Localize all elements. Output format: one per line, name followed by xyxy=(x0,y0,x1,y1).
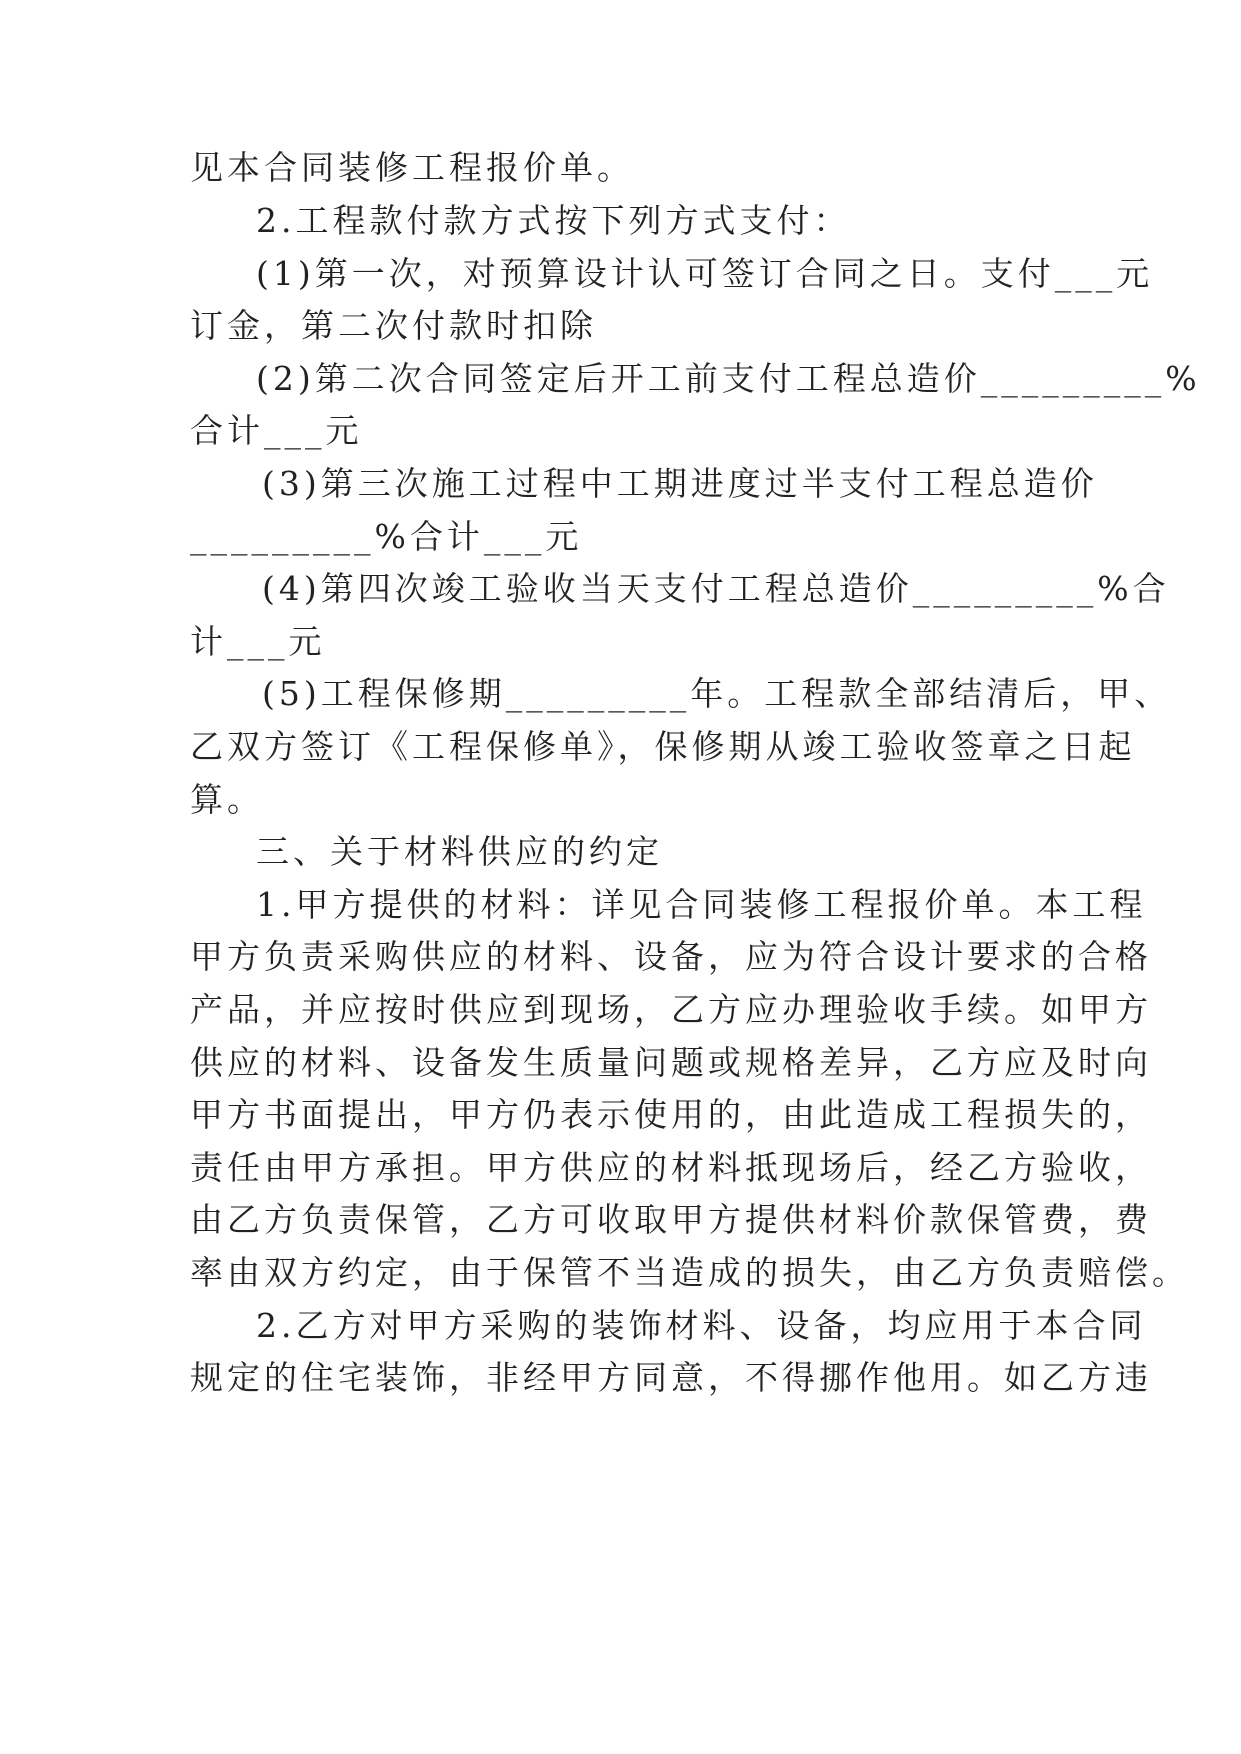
text-line: _________%合计___元 xyxy=(190,517,583,556)
text-line: 2.乙方对甲方采购的装饰材料、设备，均应用于本合同 xyxy=(256,1306,1147,1345)
text-line: 供应的材料、设备发生质量问题或规格差异，乙方应及时向 xyxy=(190,1043,1152,1082)
text-line: 计___元 xyxy=(190,622,326,661)
text-line: 甲方书面提出，甲方仍表示使用的，由此造成工程损失的， xyxy=(190,1095,1152,1134)
text-line: 合计___元 xyxy=(190,411,363,450)
section-heading: 三、关于材料供应的约定 xyxy=(256,832,663,871)
text-line: (3)第三次施工过程中工期进度过半支付工程总造价 xyxy=(262,464,1098,503)
text-line: 乙双方签订《工程保修单》，保修期从竣工验收签章之日起 xyxy=(190,727,1136,766)
text-line: 2.工程款付款方式按下列方式支付： xyxy=(256,201,851,240)
text-line: 订金，第二次付款时扣除 xyxy=(190,306,597,345)
text-line: 算。 xyxy=(190,780,264,819)
text-line: 见本合同装修工程报价单。 xyxy=(190,148,634,187)
text-line: (1)第一次，对预算设计认可签订合同之日。支付___元 xyxy=(256,254,1154,293)
text-line: 率由双方约定，由于保管不当造成的损失，由乙方负责赔偿。 xyxy=(190,1253,1189,1292)
text-line: 由乙方负责保管，乙方可收取甲方提供材料价款保管费，费 xyxy=(190,1200,1152,1239)
text-line: 产品，并应按时供应到现场，乙方应办理验收手续。如甲方 xyxy=(190,990,1152,1029)
text-line: 甲方负责采购供应的材料、设备，应为符合设计要求的合格 xyxy=(190,937,1152,976)
text-line: 规定的住宅装饰，非经甲方同意，不得挪作他用。如乙方违 xyxy=(190,1358,1152,1397)
text-line: (5)工程保修期_________年。工程款全部结清后，甲、 xyxy=(262,674,1172,713)
text-line: 责任由甲方承担。甲方供应的材料抵现场后，经乙方验收， xyxy=(190,1148,1152,1187)
text-line: (4)第四次竣工验收当天支付工程总造价_________%合 xyxy=(262,569,1170,608)
text-line: (2)第二次合同签定后开工前支付工程总造价_________% xyxy=(256,359,1201,398)
text-line: 1.甲方提供的材料：详见合同装修工程报价单。本工程 xyxy=(256,885,1147,924)
